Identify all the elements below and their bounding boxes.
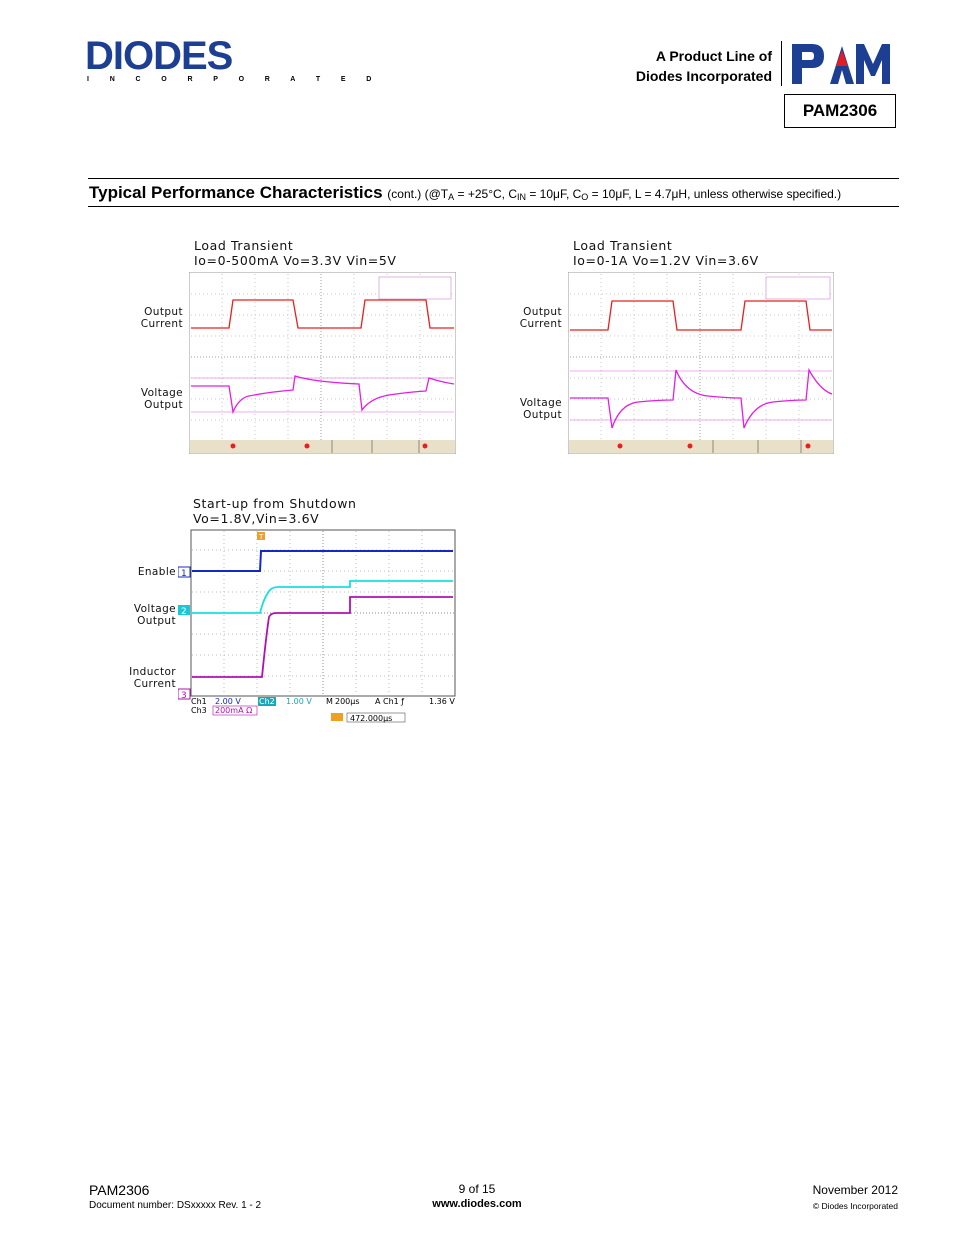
chart-lt1-title: Load Transient Io=0-500mA Vo=3.3V Vin=5V	[194, 238, 397, 268]
diodes-logo	[85, 34, 381, 88]
header-rule	[88, 178, 899, 179]
svg-text:Ch3: Ch3	[191, 706, 207, 715]
svg-text:472.000μs: 472.000μs	[350, 714, 393, 723]
product-line-2: Diodes Incorporated	[635, 68, 772, 84]
footer-date: November 2012	[812, 1183, 898, 1197]
footer-right	[813, 1183, 898, 1211]
svg-text:T: T	[259, 533, 264, 541]
chart-lt1-label-current: Output Current	[140, 306, 183, 330]
section-title-text: Typical Performance Characteristics	[89, 183, 383, 202]
scope-su	[178, 527, 458, 725]
svg-text:1: 1	[181, 569, 187, 579]
chart-lt1-label-voltage: Voltage Output	[140, 387, 183, 411]
chart-su-label-current: Inductor Current	[129, 666, 176, 690]
product-line-1: A Product Line of	[655, 48, 772, 64]
pam-logo	[790, 40, 892, 86]
svg-text:1.00 V: 1.00 V	[286, 697, 312, 706]
footer-web-link[interactable]: www.diodes.com	[432, 1198, 522, 1210]
svg-text:Ch2: Ch2	[259, 697, 275, 706]
svg-text:200μs: 200μs	[335, 697, 360, 706]
chart-su-title: Start-up from Shutdown Vo=1.8V,Vin=3.6V	[193, 496, 357, 526]
section-rule	[88, 206, 899, 207]
scope-lt1	[189, 272, 456, 454]
footer-center	[0, 1182, 954, 1210]
svg-text:A Ch1 ƒ: A Ch1 ƒ	[375, 697, 405, 706]
svg-text:1.36 V: 1.36 V	[429, 697, 455, 706]
diodes-logo-text: DIODES	[85, 34, 233, 78]
section-title	[89, 183, 841, 203]
svg-text:200mA Ω: 200mA Ω	[215, 706, 253, 715]
svg-text:M: M	[326, 697, 333, 706]
svg-text:3: 3	[181, 691, 187, 701]
section-conditions: (cont.) ($@T_A = +25^\circ C$, $C_{IN} = 10\mu F$, $C_O = 10\mu F$, L = 4.7μH, unless otherwise specified.)	[387, 187, 842, 202]
chart-lt2-label-voltage: Voltage Output	[519, 397, 562, 421]
chart-su-label-voltage: Voltage Output	[133, 603, 176, 627]
footer-page: 9 of 15	[458, 1182, 496, 1196]
chart-lt2-label-current: Output Current	[519, 306, 562, 330]
diodes-logo-subtext: I N C O R P O R A T E D	[87, 76, 381, 83]
part-number-box: PAM2306	[784, 94, 896, 128]
scope-lt2	[568, 272, 834, 454]
svg-text:2.00 V: 2.00 V	[215, 697, 241, 706]
product-line	[636, 46, 772, 86]
chart-lt2-title: Load Transient Io=0-1A Vo=1.2V Vin=3.6V	[573, 238, 759, 268]
header-divider	[781, 41, 782, 86]
footer-copyright: © Diodes Incorporated	[812, 1201, 898, 1211]
footer-part: PAM2306	[89, 1182, 150, 1198]
svg-text:2: 2	[181, 607, 187, 617]
svg-text:Ch1: Ch1	[191, 697, 207, 706]
footer-doc-number: Document number: DSxxxxx Rev. 1 - 2	[89, 1200, 262, 1211]
chart-su-label-enable: Enable	[137, 566, 176, 578]
